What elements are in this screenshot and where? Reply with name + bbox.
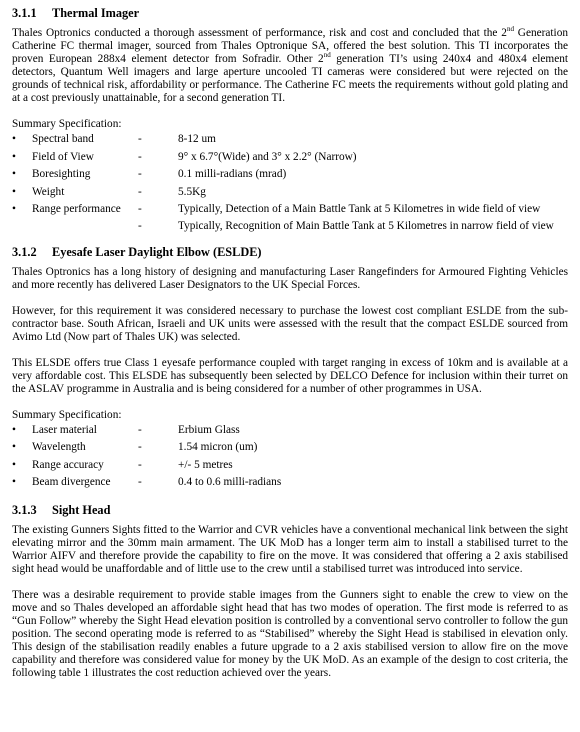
bullet-icon: • <box>12 476 16 489</box>
eslde-paragraph-1: Thales Optronics has a long history of designing and manufacturing Laser Rangefinders for Armoured Fighting Vehicles and more recently has delivered Laser Designators to the UK Special Forces. <box>12 265 568 291</box>
thermal-imager-paragraph <box>12 27 568 105</box>
spec-value: 0.1 milli-radians (mrad) <box>178 168 287 181</box>
spec-row-range-continued <box>12 219 568 234</box>
spec-dash: - <box>138 458 142 471</box>
bullet-icon: • <box>12 441 16 454</box>
spec-dash: - <box>138 203 142 216</box>
spec-value: Erbium Glass <box>178 423 240 436</box>
spec-dash: - <box>138 133 142 146</box>
spec-row <box>12 149 568 167</box>
spec-value: Typically, Recognition of Main Battle Tank at 5 Kilometres in narrow field of view <box>178 219 554 232</box>
paragraph-text-segment: generation TI’s using 240x4 and 480x4 element detectors, Quantum Well imagers and large aperture uncooled TI cameras were considered but were rejected on the grounds of technical risk, affordability or performance. The Catherine FC meets the requirements without gold plating and at a cost previously unattainable, for a second generation TI. <box>12 53 568 104</box>
spec-row <box>12 474 568 492</box>
spec-label: Weight <box>32 185 65 198</box>
bullet-icon: • <box>12 423 16 436</box>
spec-dash: - <box>138 150 142 163</box>
spec-row <box>12 422 568 440</box>
spec-value: 9° x 6.7°(Wide) and 3° x 2.2° (Narrow) <box>178 150 357 163</box>
spec-dash: - <box>138 219 142 232</box>
spec-label: Field of View <box>32 150 94 163</box>
spec-dash: - <box>138 423 142 436</box>
paragraph-text-segment: Generation Catherine FC thermal imager, sourced from Thales Optronique SA, offered the best solution. This TI incorporates the proven European 288x4 element detector from Sofradir. Other 2 <box>12 27 568 65</box>
section-title: Sight Head <box>52 502 111 517</box>
spec-value: Typically, Detection of a Main Battle Tank at 5 Kilometres in wide field of view <box>178 203 541 216</box>
document-page <box>12 6 568 680</box>
paragraph-text-segment: Thales Optronics conducted a thorough assessment of performance, risk and cost and concluded that the 2 <box>12 27 507 39</box>
thermal-imager-spec-list <box>12 131 568 219</box>
spec-value: 8-12 um <box>178 133 216 146</box>
section-number: 3.1.1 <box>12 6 37 20</box>
bullet-icon: • <box>12 133 16 146</box>
bullet-icon: • <box>12 185 16 198</box>
section-title: Eyesafe Laser Daylight Elbow (ESLDE) <box>52 244 262 259</box>
spec-row <box>12 439 568 457</box>
summary-specification-label: Summary Specification: <box>12 118 122 130</box>
spec-label: Range performance <box>32 203 121 216</box>
spec-value: +/- 5 metres <box>178 458 233 471</box>
section-heading-thermal-imager <box>12 6 568 21</box>
spec-value: 5.5Kg <box>178 185 206 198</box>
bullet-icon: • <box>12 458 16 471</box>
spec-label: Range accuracy <box>32 458 104 471</box>
spec-row <box>12 201 568 219</box>
section-number: 3.1.3 <box>12 502 37 517</box>
eslde-spec-list <box>12 422 568 492</box>
spec-label: Boresighting <box>32 168 91 181</box>
section-title: Thermal Imager <box>52 6 140 20</box>
eslde-paragraph-2: However, for this requirement it was considered necessary to purchase the lowest cost compliant ESLDE from the sub-contractor base. South African, Israeli and UK units were assessed with the result that the compact ESLDE sourced from Avimo Ltd (Now part of Thales UK) was selected. <box>12 304 568 343</box>
spec-dash: - <box>138 168 142 181</box>
spec-value: 0.4 to 0.6 milli-radians <box>178 476 282 489</box>
eslde-paragraph-3: This ELSDE offers true Class 1 eyesafe performance coupled with target ranging in excess of 10km and is available at a very affordable cost. This ELSDE has subsequently been selected by DELCO Defence for inclusion within their turret on the ASLAV programme in Australia and is being considered for a number of other programmes in USA. <box>12 356 568 395</box>
spec-row <box>12 131 568 149</box>
superscript-ordinal: nd <box>323 51 331 60</box>
spec-dash: - <box>138 185 142 198</box>
spec-dash: - <box>138 441 142 454</box>
spec-label: Spectral band <box>32 133 94 146</box>
superscript-ordinal: nd <box>506 25 514 34</box>
section-number: 3.1.2 <box>12 244 37 259</box>
summary-specification-label: Summary Specification: <box>12 408 122 421</box>
section-heading-sight-head <box>12 503 568 518</box>
sight-head-paragraph-2: There was a desirable requirement to provide stable images from the Gunners sight to enable the crew to view on the move and so Thales developed an affordable sight head that has two modes of operation. The first mode is referred to as “Gun Follow” whereby the Sight Head elevation position is controlled by a conventional servo controller to follow the gun position. The second operating mode is referred to as “Stabilised” whereby the Sight Head is stabilised in elevation only. This design of the stabilisation readily enables a future upgrade to a 2 axis stabilised version to allow fire on the move capability and therefore was considered value for money by the UK MoD. As an example of the design to cost criteria, the following table 1 illustrates the cost reduction achieved over the years. <box>12 588 568 679</box>
spec-row <box>12 457 568 475</box>
bullet-icon: • <box>12 150 16 163</box>
sight-head-paragraph-1: The existing Gunners Sights fitted to the Warrior and CVR vehicles have a conventional mechanical link between the sight elevating mirror and the 30mm main armament. The UK MoD has a longer term aim to install a stabilised turret to the Warrior AIFV and therefore provide the capability to fire on the move. It was considered that offering a 2 axis stabilised sight head would be unaffordable and of little use to the crew until a stabilised turret was introduced into service. <box>12 523 568 575</box>
bullet-icon: • <box>12 203 16 216</box>
spec-label: Wavelength <box>32 441 86 454</box>
spec-value: 1.54 micron (um) <box>178 441 258 454</box>
section-heading-eslde <box>12 245 568 260</box>
spec-dash: - <box>138 476 142 489</box>
spec-row <box>12 184 568 202</box>
spec-label: Laser material <box>32 423 97 436</box>
spec-label: Beam divergence <box>32 476 111 489</box>
bullet-icon: • <box>12 168 16 181</box>
spec-row <box>12 166 568 184</box>
